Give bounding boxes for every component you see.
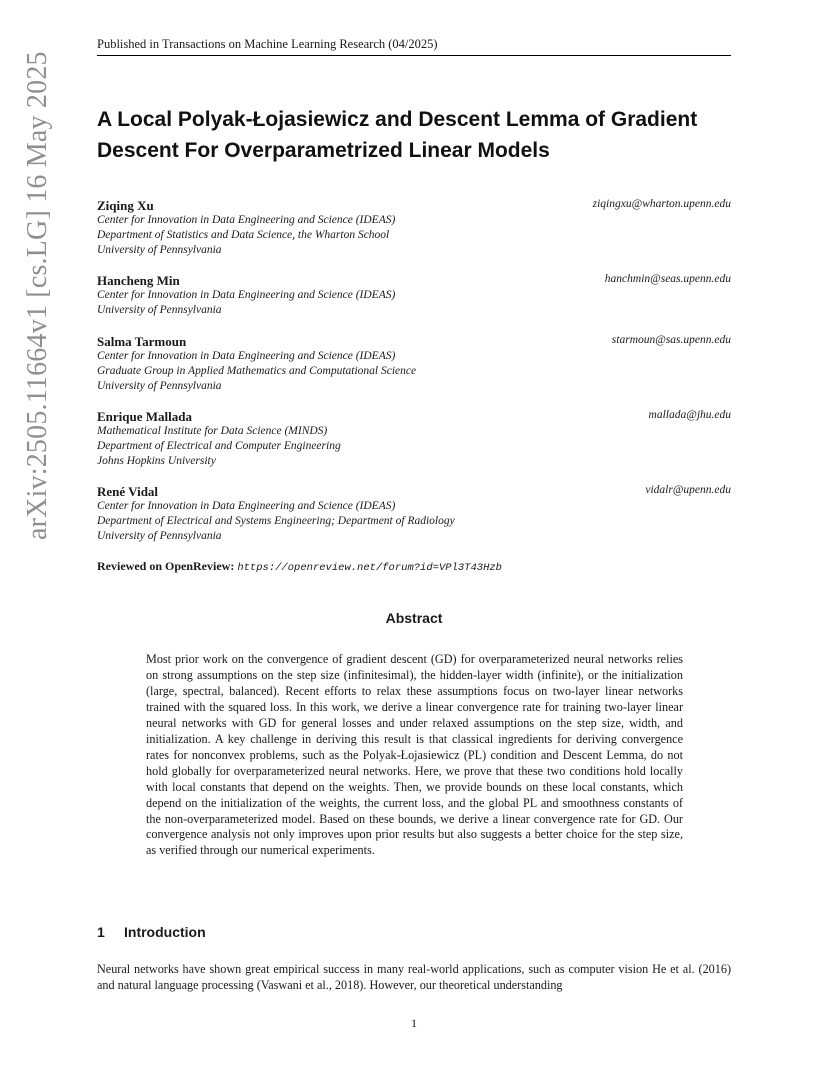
section-number: 1 [97,924,105,940]
affiliation: Graduate Group in Applied Mathematics and Computational Science [97,365,417,378]
abstract-text: Most prior work on the convergence of gradient descent (GD) for overparameterized neural networks relies on strong assumptions on the step size (infinitesimal), the hidden-layer width (infinite), or the initialization (large, spectral, balanced). Recent efforts to relax these assumptions focus on two-layer linear networks trained with the squared loss. In this work, we derive a linear convergence rate for training two-layer linear neural networks with GD for general losses and under relaxed assumptions on the step size, width, and initialization. A key challenge in deriving this result is that classical ingredients for deriving convergence rates for nonconvex problems, such as the Polyak-Łojasiewicz (PL) condition and Descent Lemma, do not hold globally for overparameterized neural networks. Here, we prove that these two conditions hold locally with local constants that depend on the weights. Then, we provide bounds on these local constants, which depend on the initialization of the weights, the current loss, and the global PL and smoothness constants of the non-overparameterized model. Based on these bounds, we derive a linear convergence rate for GD. Our convergence analysis not only improves upon prior results but also suggests a better choice for the step size, as verified through our numerical experiments. [146,652,683,858]
affiliation: Center for Innovation in Data Engineering and Science (IDEAS) [97,500,396,512]
author-name: René Vidal [97,484,159,499]
openreview-line [97,559,502,574]
author-block [97,334,731,395]
author-block [97,273,731,318]
affiliation: Department of Electrical and Systems Engineering; Department of Radiology [97,515,455,528]
affiliation: Center for Innovation in Data Engineering and Science (IDEAS) [97,350,396,362]
affiliation: Center for Innovation in Data Engineering and Science (IDEAS) [97,214,396,226]
journal-header: Published in Transactions on Machine Learning Research (04/2025) [97,37,731,56]
review-link[interactable]: https://openreview.net/forum?id=VPl3T43Hzb [237,562,502,574]
author-name: Salma Tarmoun [97,334,187,349]
paper-title [97,104,747,166]
affiliation: Department of Statistics and Data Science, the Wharton School [97,229,390,242]
author-email[interactable]: starmoun@sas.upenn.edu [611,334,731,346]
author-name: Enrique Mallada [97,409,192,424]
arxiv-identifier: arXiv:2505.11664v1 [cs.LG] 16 May 2025 [22,51,53,540]
affiliation: Mathematical Institute for Data Science (MINDS) [97,425,328,437]
title-line-1: A Local Polyak-Łojasiewicz and Descent Lemma of Gradient [97,108,698,131]
intro-paragraph: Neural networks have shown great empirical success in many real-world applications, such as computer vision He et al. (2016) and natural language processing (Vaswani et al., 2018). However, our theoretical understanding [97,962,731,992]
affiliation: Johns Hopkins University [97,455,216,468]
affiliation: University of Pennsylvania [97,304,222,317]
affiliation: Department of Electrical and Computer Engineering [97,440,341,453]
affiliation: University of Pennsylvania [97,530,222,543]
affiliation: University of Pennsylvania [97,380,222,393]
section-title: Introduction [124,924,206,940]
section-heading [97,924,206,940]
author-name: Ziqing Xu [97,198,154,213]
author-email[interactable]: ziqingxu@wharton.upenn.edu [592,198,731,210]
author-name: Hancheng Min [97,273,180,288]
author-block [97,198,731,259]
affiliation: University of Pennsylvania [97,244,222,257]
author-block [97,409,731,470]
abstract-heading: Abstract [385,610,443,626]
author-email[interactable]: hanchmin@seas.upenn.edu [604,273,731,285]
author-email[interactable]: vidalr@upenn.edu [645,484,731,496]
affiliation: Center for Innovation in Data Engineering and Science (IDEAS) [97,289,396,301]
title-line-2: Descent For Overparametrized Linear Models [97,139,550,162]
review-label: Reviewed on OpenReview: [97,559,235,573]
page-number: 1 [411,1016,417,1030]
author-email[interactable]: mallada@jhu.edu [648,409,731,421]
author-block [97,484,731,545]
